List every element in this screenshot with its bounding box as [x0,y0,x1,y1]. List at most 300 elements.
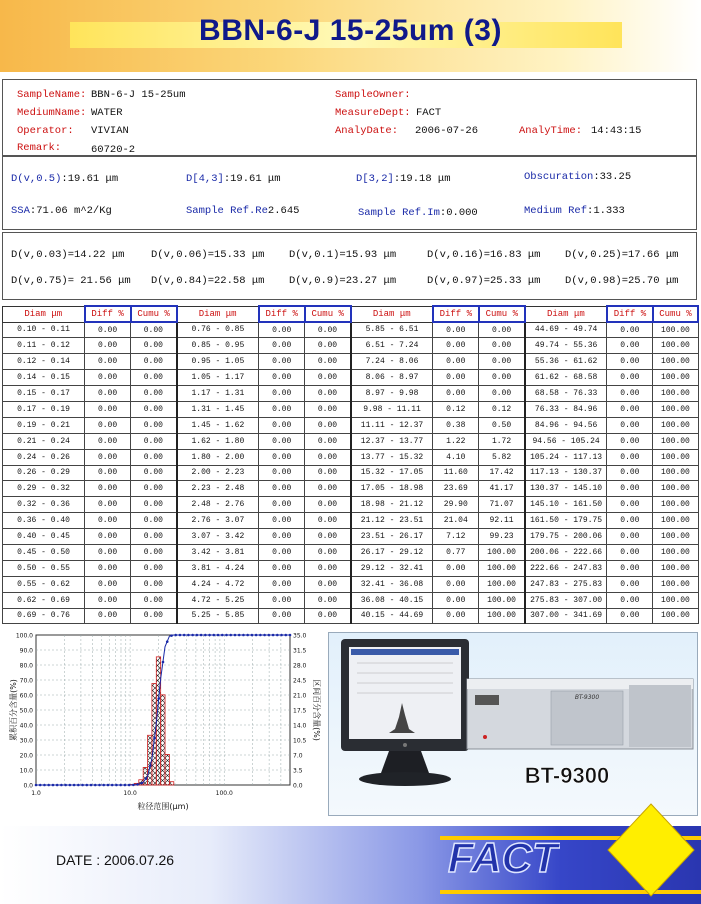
analy-date: 2006-07-26 [415,125,479,137]
diam-cell: 161.50 - 179.75 [525,513,607,529]
diff-cell: 0.00 [85,608,131,624]
diam-cell: 21.12 - 23.51 [351,513,433,529]
diff-cell: 0.00 [259,386,305,402]
cumulative-point [217,634,220,637]
obscuration-label: Obscuration [524,171,594,183]
cumu-cell: 0.00 [131,449,177,465]
cumulative-point [47,784,50,787]
footer-banner [0,826,701,904]
medium-ref-value: :1.333 [587,205,625,217]
diam-cell: 7.24 - 8.06 [351,354,433,370]
diff-cell: 0.00 [433,338,479,354]
histogram-bar [165,754,169,785]
cumu-cell: 100.00 [653,497,698,513]
cumu-cell: 0.00 [305,529,351,545]
diff-cell: 0.00 [85,592,131,608]
diff-cell: 0.00 [259,354,305,370]
diff-cell: 0.00 [259,513,305,529]
cumulative-point [238,634,241,637]
diam-cell: 0.62 - 0.69 [3,592,85,608]
cumu-cell: 5.82 [479,449,525,465]
diam-cell: 1.17 - 1.31 [177,386,259,402]
diam-cell: 0.50 - 0.55 [3,560,85,576]
diam-cell: 247.83 - 275.83 [525,576,607,592]
analy-date-label: AnalyDate: [335,125,399,137]
diff-cell: 0.00 [607,322,653,338]
cumu-cell: 100.00 [479,576,525,592]
diam-header: Diam μm [177,306,259,322]
diff-cell: 0.00 [259,322,305,338]
diam-cell: 117.13 - 130.37 [525,465,607,481]
diff-cell: 0.00 [259,433,305,449]
y-right-tick-label: 31.5 [293,647,307,655]
cumu-cell: 0.00 [131,370,177,386]
cumu-cell: 0.00 [305,592,351,608]
cumu-cell: 0.00 [305,513,351,529]
diam-cell: 68.58 - 76.33 [525,386,607,402]
cumulative-point [132,784,135,787]
diff-cell: 0.00 [259,560,305,576]
y-right-tick-label: 24.5 [293,677,307,685]
diam-cell: 1.31 - 1.45 [177,401,259,417]
cumu-cell: 0.00 [479,354,525,370]
diff-cell: 0.00 [259,449,305,465]
header-banner [0,0,701,72]
cumu-cell: 100.00 [653,322,698,338]
cumu-cell: 0.00 [131,465,177,481]
cumu-cell: 0.00 [131,322,177,338]
cumu-cell: 0.12 [479,401,525,417]
cumu-cell: 0.00 [305,449,351,465]
cumulative-point [145,777,148,780]
cumu-cell: 0.00 [131,433,177,449]
cumu-cell: 100.00 [653,433,698,449]
cumulative-point [60,784,63,787]
diam-cell: 0.24 - 0.26 [3,449,85,465]
diam-header: Diam μm [3,306,85,322]
cumu-cell: 92.11 [479,513,525,529]
diam-cell: 130.37 - 145.10 [525,481,607,497]
diam-cell: 8.97 - 9.98 [351,386,433,402]
cumulative-point [221,634,224,637]
table-row [3,370,699,386]
diff-cell: 0.00 [85,401,131,417]
y-left-tick-label: 40.0 [19,722,33,730]
cumulative-point [111,784,114,787]
x-tick-label: 10.0 [123,790,137,797]
sample-owner-label: SampleOwner: [335,89,411,101]
cumu-cell: 0.00 [305,608,351,624]
y-right-tick-label: 17.5 [293,707,307,715]
diff-cell: 0.00 [607,386,653,402]
diff-cell: 0.00 [607,497,653,513]
cumu-header: Cumu % [479,306,525,322]
table-row [3,592,699,608]
cumu-cell: 100.00 [653,401,698,417]
cumulative-point [56,784,59,787]
cumu-cell: 0.00 [131,529,177,545]
diff-cell: 0.00 [607,433,653,449]
diam-cell: 3.42 - 3.81 [177,544,259,560]
cumu-cell: 100.00 [479,608,525,624]
y-right-tick-label: 3.5 [293,767,303,775]
cumu-cell: 0.00 [479,322,525,338]
diam-cell: 61.62 - 68.58 [525,370,607,386]
footer-date: DATE : 2006.07.26 [56,852,175,868]
diam-cell: 307.00 - 341.69 [525,608,607,624]
cumulative-point [98,784,101,787]
diff-cell: 0.00 [607,449,653,465]
diam-cell: 49.74 - 55.36 [525,338,607,354]
diff-cell: 0.00 [259,401,305,417]
y-left-tick-label: 0.0 [23,782,33,790]
cumu-cell: 0.00 [131,338,177,354]
cumu-cell: 100.00 [479,544,525,560]
diam-cell: 1.80 - 2.00 [177,449,259,465]
cumu-header: Cumu % [131,306,177,322]
table-row [3,544,699,560]
cumulative-point [128,784,131,787]
diff-cell: 0.12 [433,401,479,417]
cumulative-point [272,634,275,637]
diff-cell: 0.00 [85,560,131,576]
cumu-cell: 0.00 [305,497,351,513]
medium-ref-label: Medium Ref [524,205,588,217]
diff-cell: 0.00 [85,529,131,545]
diff-cell: 0.00 [607,481,653,497]
cumu-cell: 100.00 [653,608,698,624]
ref-re-value: 2.645 [267,205,300,217]
ssa-label: SSA [11,205,30,217]
cumulative-point [213,634,216,637]
stats-box [2,156,697,230]
diff-cell: 0.00 [433,608,479,624]
cumulative-point [174,634,177,637]
diff-cell: 0.00 [85,465,131,481]
diam-cell: 11.11 - 12.37 [351,417,433,433]
distribution-table [2,305,699,624]
diff-cell: 0.00 [607,544,653,560]
percentile-box [2,232,697,300]
histogram-bar [169,782,173,785]
table-row [3,576,699,592]
sample-name-label: SampleName: [17,89,87,101]
diff-cell: 0.00 [85,386,131,402]
diam-cell: 84.96 - 94.56 [525,417,607,433]
diff-cell: 29.90 [433,497,479,513]
diam-cell: 3.81 - 4.24 [177,560,259,576]
cumu-cell: 0.00 [305,417,351,433]
diam-cell: 0.36 - 0.40 [3,513,85,529]
cumulative-point [229,634,232,637]
diff-cell: 0.00 [607,529,653,545]
y-right-tick-label: 28.0 [293,662,307,670]
y-right-tick-label: 0.0 [293,782,303,790]
percentile-r1-1: D(v,0.06)=15.33 μm [151,249,265,261]
cumulative-point [157,697,160,700]
diam-cell: 0.32 - 0.36 [3,497,85,513]
cumu-header: Cumu % [653,306,698,322]
diam-cell: 8.06 - 8.97 [351,370,433,386]
cumulative-point [64,784,67,787]
diam-cell: 0.69 - 0.76 [3,608,85,624]
diff-cell: 0.00 [85,481,131,497]
cumu-cell: 100.00 [479,592,525,608]
cumu-cell: 0.00 [131,592,177,608]
diff-cell: 0.00 [607,513,653,529]
d32-value: :19.18 μm [393,173,451,185]
cumulative-point [289,634,292,637]
diam-cell: 12.37 - 13.77 [351,433,433,449]
cumu-cell: 100.00 [653,370,698,386]
cumu-cell: 0.00 [305,433,351,449]
diam-cell: 5.85 - 6.51 [351,322,433,338]
cumu-cell: 0.00 [131,497,177,513]
table-row [3,401,699,417]
cumulative-point [166,640,169,643]
diam-cell: 23.51 - 26.17 [351,529,433,545]
cumu-cell: 0.00 [131,481,177,497]
diam-cell: 0.15 - 0.17 [3,386,85,402]
diam-cell: 2.00 - 2.23 [177,465,259,481]
percentile-r2-3: D(v,0.97)=25.33 μm [427,275,541,287]
diam-cell: 0.26 - 0.29 [3,465,85,481]
y-left-tick-label: 70.0 [19,677,33,685]
diam-cell: 13.77 - 15.32 [351,449,433,465]
cumulative-point [141,782,144,785]
y-right-label: 区间百分含量(%) [312,679,321,741]
instrument-illustration [329,633,699,817]
cumu-cell: 0.00 [131,386,177,402]
diam-cell: 4.24 - 4.72 [177,576,259,592]
diff-cell: 0.00 [85,433,131,449]
cumu-cell: 0.00 [131,401,177,417]
diam-cell: 200.06 - 222.66 [525,544,607,560]
cumu-cell: 100.00 [653,417,698,433]
diam-cell: 18.98 - 21.12 [351,497,433,513]
x-axis-label: 粒径范围(μm) [137,802,189,811]
diam-cell: 1.45 - 1.62 [177,417,259,433]
diam-cell: 0.21 - 0.24 [3,433,85,449]
diam-cell: 2.23 - 2.48 [177,481,259,497]
y-left-tick-label: 50.0 [19,707,33,715]
diff-cell: 0.00 [607,338,653,354]
cumulative-point [183,634,186,637]
percentile-r1-2: D(v,0.1)=15.93 μm [289,249,397,261]
y-right-tick-label: 14.0 [293,722,307,730]
y-left-tick-label: 60.0 [19,692,33,700]
y-left-tick-label: 90.0 [19,647,33,655]
y-left-tick-label: 100.0 [15,632,33,640]
diam-cell: 179.75 - 200.06 [525,529,607,545]
diff-cell: 0.00 [607,576,653,592]
instrument-label: BT-9300 [574,694,600,701]
diam-cell: 44.69 - 49.74 [525,322,607,338]
cumulative-point [225,634,228,637]
y-right-tick-label: 7.0 [293,752,303,760]
y-left-tick-label: 10.0 [19,767,33,775]
diff-cell: 0.00 [259,481,305,497]
cumu-cell: 0.00 [305,370,351,386]
cumu-cell: 0.00 [305,338,351,354]
diff-cell: 0.00 [433,354,479,370]
diff-header: Diff % [607,306,653,322]
diam-cell: 145.10 - 161.50 [525,497,607,513]
diam-cell: 2.76 - 3.07 [177,513,259,529]
diam-cell: 17.05 - 18.98 [351,481,433,497]
diff-cell: 0.00 [85,513,131,529]
diam-cell: 0.29 - 0.32 [3,481,85,497]
cumu-cell: 0.00 [479,338,525,354]
diam-cell: 5.25 - 5.85 [177,608,259,624]
cumulative-point [124,784,127,787]
diam-cell: 36.08 - 40.15 [351,592,433,608]
cumulative-point [52,784,55,787]
table-row [3,417,699,433]
diam-cell: 2.48 - 2.76 [177,497,259,513]
cumu-cell: 0.50 [479,417,525,433]
diam-cell: 0.19 - 0.21 [3,417,85,433]
cumu-cell: 0.00 [305,544,351,560]
histogram-bar [161,695,165,785]
table-row [3,354,699,370]
cumulative-point [255,634,258,637]
cumulative-point [102,784,105,787]
diam-cell: 0.55 - 0.62 [3,576,85,592]
operator: VIVIAN [91,125,129,137]
diam-cell: 0.17 - 0.19 [3,401,85,417]
remark-label: Remark: [17,142,62,154]
diff-cell: 0.00 [607,354,653,370]
cumulative-point [90,784,93,787]
table-row [3,433,699,449]
cumulative-point [149,764,152,767]
diff-cell: 0.00 [259,465,305,481]
cumulative-point [170,634,173,637]
diff-cell: 0.00 [85,354,131,370]
cumulative-point [251,634,254,637]
diam-cell: 32.41 - 36.08 [351,576,433,592]
diff-header: Diff % [433,306,479,322]
diff-cell: 0.00 [85,370,131,386]
y-right-tick-label: 21.0 [293,692,307,700]
cumu-cell: 99.23 [479,529,525,545]
diam-header: Diam μm [525,306,607,322]
cumulative-point [242,634,245,637]
cumulative-point [119,784,122,787]
diam-cell: 0.95 - 1.05 [177,354,259,370]
diff-header: Diff % [85,306,131,322]
medium-name-label: MediumName: [17,107,87,119]
table-row [3,465,699,481]
cumulative-point [179,634,182,637]
operator-label: Operator: [17,125,74,137]
y-right-tick-label: 10.5 [293,737,307,745]
table-row [3,513,699,529]
cumulative-point [136,783,139,786]
diff-cell: 0.00 [433,370,479,386]
histogram-bar [152,683,156,785]
cumu-cell: 0.00 [305,386,351,402]
table-row [3,560,699,576]
cumu-header: Cumu % [305,306,351,322]
cumulative-point [234,634,237,637]
diam-cell: 0.12 - 0.14 [3,354,85,370]
cumu-cell: 100.00 [479,560,525,576]
diff-cell: 0.00 [607,417,653,433]
table-row [3,481,699,497]
table-row [3,529,699,545]
cumulative-point [204,634,207,637]
diff-cell: 0.00 [259,370,305,386]
diam-cell: 4.72 - 5.25 [177,592,259,608]
diff-cell: 0.00 [85,497,131,513]
diam-cell: 0.45 - 0.50 [3,544,85,560]
cumu-cell: 100.00 [653,560,698,576]
x-tick-label: 1.0 [31,790,41,797]
cumu-cell: 0.00 [131,544,177,560]
remark: 60720-2 [91,144,136,156]
diam-cell: 29.12 - 32.41 [351,560,433,576]
diam-cell: 3.07 - 3.42 [177,529,259,545]
sample-name: BBN-6-J 15-25um [91,89,186,101]
cumu-cell: 0.00 [305,465,351,481]
product-model: BT-9300 [524,763,610,788]
diff-cell: 0.00 [607,401,653,417]
diam-cell: 55.36 - 61.62 [525,354,607,370]
cumulative-point [153,737,156,740]
ref-im-value: :0.000 [439,207,478,219]
y-left-tick-label: 30.0 [19,737,33,745]
diam-cell: 15.32 - 17.05 [351,465,433,481]
diff-cell: 0.00 [433,386,479,402]
diff-cell: 0.00 [433,576,479,592]
diff-cell: 0.00 [259,576,305,592]
diff-cell: 11.60 [433,465,479,481]
fact-logo [440,828,560,884]
diam-cell: 9.98 - 11.11 [351,401,433,417]
diff-cell: 0.77 [433,544,479,560]
diam-cell: 0.40 - 0.45 [3,529,85,545]
table-row [3,322,699,338]
diam-cell: 275.83 - 307.00 [525,592,607,608]
table-row [3,608,699,624]
cumu-cell: 0.00 [305,481,351,497]
diam-cell: 105.24 - 117.13 [525,449,607,465]
cumulative-point [187,634,190,637]
diff-cell: 0.00 [607,560,653,576]
table-header-row [3,306,699,322]
diam-cell: 6.51 - 7.24 [351,338,433,354]
y-right-tick-label: 35.0 [293,632,307,640]
diff-header: Diff % [259,306,305,322]
diff-cell: 0.00 [85,544,131,560]
percentile-r1-3: D(v,0.16)=16.83 μm [427,249,541,261]
percentile-r1-0: D(v,0.03)=14.22 μm [11,249,125,261]
cumu-cell: 0.00 [131,576,177,592]
cumu-cell: 100.00 [653,481,698,497]
percentile-r2-1: D(v,0.84)=22.58 μm [151,275,265,287]
y-left-tick-label: 20.0 [19,752,33,760]
cumu-cell: 0.00 [305,401,351,417]
cumu-cell: 100.00 [653,338,698,354]
percentile-r1-4: D(v,0.25)=17.66 μm [565,249,679,261]
cumu-cell: 0.00 [131,513,177,529]
d32-label: D[3,2] [356,173,394,185]
diam-cell: 40.15 - 44.69 [351,608,433,624]
cumulative-point [73,784,76,787]
cumulative-point [35,784,38,787]
